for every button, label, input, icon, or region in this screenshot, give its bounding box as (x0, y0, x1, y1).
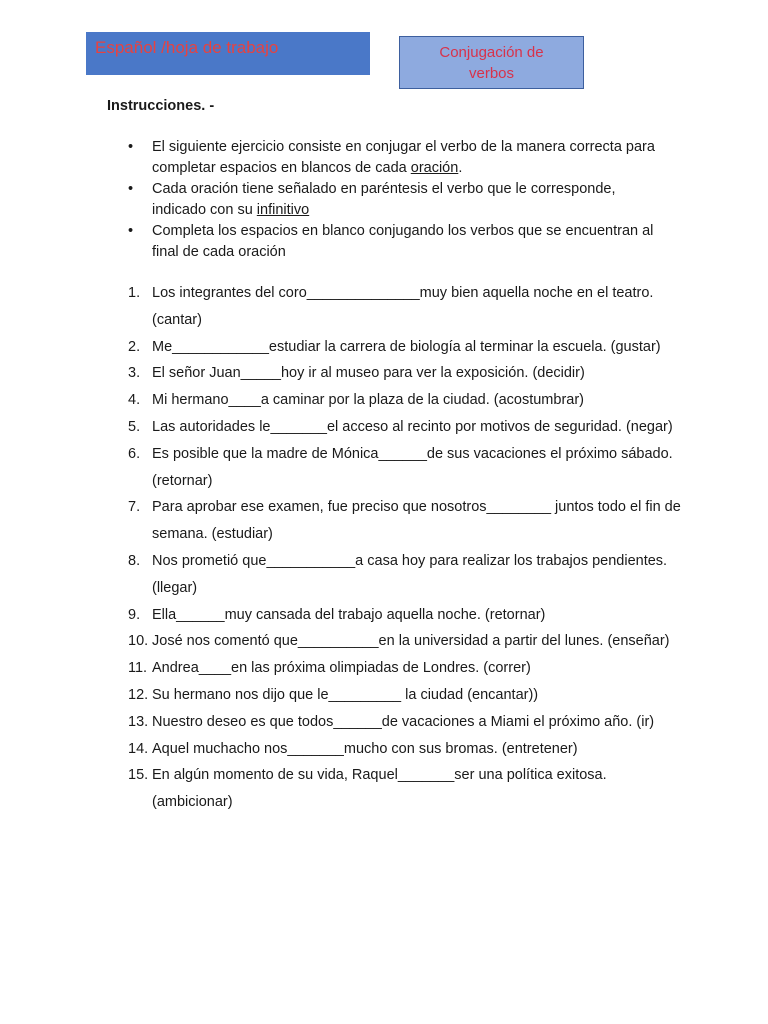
topic-title: Conjugación de verbos (439, 43, 544, 82)
subject-title-box (86, 32, 370, 75)
exercise-number: 12. (128, 686, 149, 703)
exercise-number: 6. (128, 445, 141, 462)
exercise-text: El señor Juan_____hoy ir al museo para ver la exposición. (decidir) (152, 365, 585, 382)
exercise-item (128, 414, 688, 441)
exercise-number: 5. (128, 418, 141, 435)
subject-title: Español /hoja de trabajo (95, 38, 279, 57)
exercise-item (128, 360, 688, 387)
exercise-number: 3. (128, 365, 141, 382)
exercise-item (128, 628, 688, 655)
exercise-text: En algún momento de su vida, Raquel_______ser una política exitosa. (ambicionar) (152, 767, 607, 811)
exercise-number: 2. (128, 338, 141, 355)
exercise-item (128, 762, 688, 816)
exercise-text: Nos prometió que___________a casa hoy para realizar los trabajos pendientes. (llegar) (152, 552, 668, 596)
instructions-heading: Instrucciones. - (107, 98, 215, 114)
instruction-item: • El siguiente ejercicio consiste en conjugar el verbo de la manera correcta para completar espacios en blancos de cada oración. (128, 137, 668, 179)
exercise-item (128, 709, 688, 736)
exercise-text: Ella______muy cansada del trabajo aquella noche. (retornar) (152, 606, 546, 623)
topic-title-box (399, 36, 584, 89)
underlined-word: infinitivo (256, 202, 310, 218)
exercise-text: Mi hermano____a caminar por la plaza de la ciudad. (acostumbrar) (152, 392, 584, 409)
exercise-item (128, 441, 688, 495)
exercise-number: 11. (128, 660, 148, 677)
exercise-text: José nos comentó que__________en la universidad a partir del lunes. (enseñar) (152, 633, 670, 650)
exercise-number: 8. (128, 552, 141, 569)
exercise-number: 9. (128, 606, 141, 623)
exercise-text: Aquel muchacho nos_______mucho con sus bromas. (entretener) (152, 740, 578, 757)
exercise-text: Me____________estudiar la carrera de biología al terminar la escuela. (gustar) (152, 338, 661, 355)
instruction-item: • Completa los espacios en blanco conjugando los verbos que se encuentran al final de cada oración (128, 221, 668, 263)
instruction-item: • Cada oración tiene señalado en paréntesis el verbo que le corresponde, indicado con su infinitivo (128, 179, 668, 221)
exercise-number: 15. (128, 767, 149, 784)
exercise-number: 14. (128, 740, 149, 757)
underlined-word: oración (410, 160, 459, 176)
exercise-item (128, 280, 688, 334)
exercise-item (128, 736, 688, 763)
exercise-number: 10. (128, 633, 149, 650)
exercise-item (128, 387, 688, 414)
exercise-text: Para aprobar ese examen, fue preciso que nosotros________ juntos todo el fin de semana. (estudiar) (152, 499, 681, 543)
exercise-item (128, 334, 688, 361)
exercise-item (128, 682, 688, 709)
exercise-number: 13. (128, 713, 149, 730)
exercise-number: 7. (128, 499, 141, 516)
exercise-text: Nuestro deseo es que todos______de vacaciones a Miami el próximo año. (ir) (152, 713, 655, 730)
exercise-item (128, 602, 688, 629)
exercise-number: 4. (128, 392, 141, 409)
exercise-item (128, 548, 688, 602)
exercise-text: Es posible que la madre de Mónica______de sus vacaciones el próximo sábado. (retornar) (152, 445, 673, 489)
exercise-text: Su hermano nos dijo que le_________ la ciudad (encantar)) (152, 686, 539, 703)
exercise-item (128, 655, 688, 682)
exercise-item (128, 494, 688, 548)
exercise-number: 1. (128, 285, 141, 301)
exercise-list (128, 280, 688, 816)
exercise-text: Los integrantes del coro______________muy bien aquella noche en el teatro. (cantar) (152, 285, 654, 328)
exercise-text: Las autoridades le_______el acceso al recinto por motivos de seguridad. (negar) (152, 418, 673, 435)
instructions-list (128, 137, 668, 263)
exercise-text: Andrea____en las próxima olimpiadas de Londres. (correr) (152, 660, 531, 677)
